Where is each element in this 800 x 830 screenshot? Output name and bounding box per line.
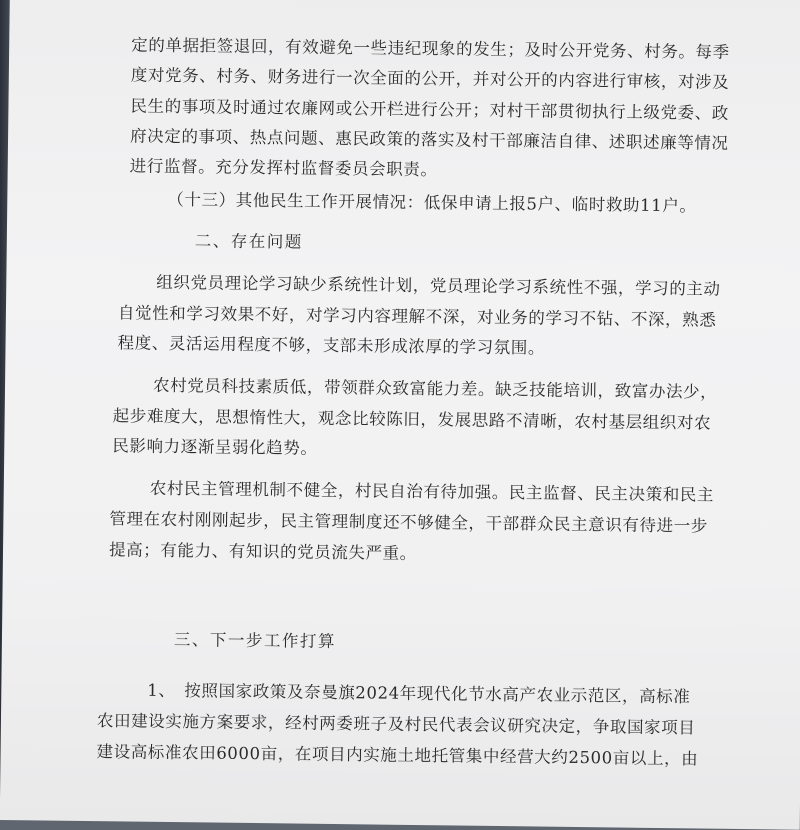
text-line: 农田建设实施方案要求，经村两委班子及村民代表会议研究决定，争取国家项目 — [96, 711, 696, 738]
text-line: 民影响力逐渐呈弱化趋势。 — [112, 436, 318, 458]
text-line: 度对党务、村务、财务进行一次全面的公开，并对公开的内容进行审核，对涉及 — [130, 65, 730, 92]
section-2-heading: 二、存在问题 — [194, 231, 303, 252]
text-line: 府决定的事项、热点问题、惠民政策的落实及村干部廉洁自律、述职述廉等情况 — [129, 126, 729, 153]
text-line: 程度、灵活运用程度不够，支部未形成浓厚的学习氛围。 — [117, 333, 546, 358]
text-line: 农村党员科技素质低，带领群众致富能力差。缺乏技能培训，致富办法少， — [152, 375, 718, 402]
text-line: 起步难度大，思想惰性大，观念比较陈旧，发展思路不清晰，农村基层组织对农 — [112, 406, 712, 433]
text-line: 民生的事项及时通过农廉网或公开栏进行公开；对村干部贯彻执行上级党委、政 — [130, 96, 730, 123]
text-line: 提高；有能力、有知识的党员流失严重。 — [108, 540, 417, 564]
text-line: 1、 按照国家政策及奈曼旗2024年现代化节水高产农业示范区，高标准 — [147, 680, 691, 707]
text-line: 农村民主管理机制不健全，村民自治有待加强。民主监督、民主决策和民主 — [149, 478, 715, 505]
section-3-heading: 三、下一步工作打算 — [173, 630, 337, 652]
text-line: 建设高标准农田6000亩，在项目内实施土地托管集中经营大约2500亩以上，由 — [96, 742, 699, 769]
text-line: 组织党员理论学习缺少系统性计划，党员理论学习系统性不强，学习的主动 — [156, 272, 721, 299]
text-line: 管理在农村刚刚起步，民主管理制度还不够健全，干部群众民主意识有待进一步 — [109, 509, 708, 536]
item-13-line: （十三）其他民生工作开展情况：低保申请上报5户、临时救助11户。 — [167, 189, 697, 216]
text-line: 自觉性和学习效果不好，对学习内容理解不深，对业务的学习不钻、不深，熟悉 — [117, 303, 717, 330]
text-line: 进行监督。充分发挥村监督委员会职责。 — [129, 156, 438, 180]
text-line: 定的单据拒签退回，有效避免一些违纪现象的发生；及时公开党务、村务。每季 — [131, 35, 730, 62]
